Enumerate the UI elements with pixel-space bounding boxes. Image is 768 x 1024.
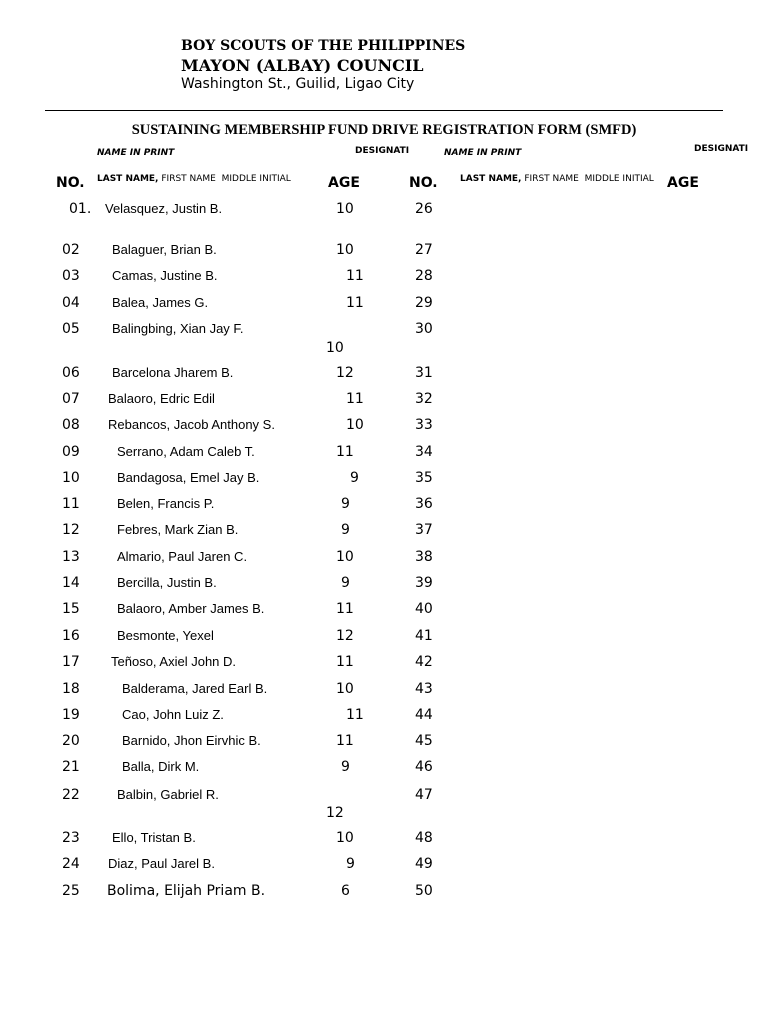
row-number: 37 (415, 522, 433, 538)
right-designation-label: DESIGNATI (694, 144, 749, 154)
row-age: 11 (336, 444, 354, 460)
row-name: Camas, Justine B. (112, 268, 218, 283)
row-age: 11 (346, 268, 364, 284)
row-number: 16 (62, 628, 80, 644)
row-number: 05 (62, 321, 80, 337)
row-number: 18 (62, 681, 80, 697)
row-age: 11 (346, 707, 364, 723)
row-number: 20 (62, 733, 80, 749)
row-number: 07 (62, 391, 80, 407)
row-number: 50 (415, 883, 433, 899)
row-age: 11 (346, 295, 364, 311)
row-number: 06 (62, 365, 80, 381)
row-number: 49 (415, 856, 433, 872)
row-number: 21 (62, 759, 80, 775)
last-name-label: LAST NAME, (460, 174, 522, 184)
row-name: Bercilla, Justin B. (117, 575, 217, 590)
council-name: MAYON (ALBAY) COUNCIL (181, 56, 424, 75)
row-number: 09 (62, 444, 80, 460)
row-age: 10 (336, 242, 354, 258)
row-age: 12 (336, 628, 354, 644)
row-number: 36 (415, 496, 433, 512)
middle-initial-label: MIDDLE INITIAL (221, 174, 291, 184)
row-age: 9 (341, 575, 350, 591)
row-number: 39 (415, 575, 433, 591)
row-age: 10 (346, 417, 364, 433)
row-name: Balaoro, Amber James B. (117, 601, 265, 616)
row-number: 14 (62, 575, 80, 591)
row-name: Rebancos, Jacob Anthony S. (108, 417, 275, 432)
row-number: 33 (415, 417, 433, 433)
row-name: Balaguer, Brian B. (112, 242, 217, 257)
row-name: Bandagosa, Emel Jay B. (117, 470, 260, 485)
first-name-label: FIRST NAME (524, 174, 579, 184)
row-number: 23 (62, 830, 80, 846)
row-number: 30 (415, 321, 433, 337)
row-name: Besmonte, Yexel (117, 628, 214, 643)
row-number: 34 (415, 444, 433, 460)
row-name: Balbin, Gabriel R. (117, 787, 219, 802)
right-age-header: AGE (667, 175, 699, 191)
row-number: 32 (415, 391, 433, 407)
row-number: 17 (62, 654, 80, 670)
row-number: 38 (415, 549, 433, 565)
row-age: 10 (336, 549, 354, 565)
row-number: 24 (62, 856, 80, 872)
row-number: 26 (415, 201, 433, 217)
row-age: 9 (341, 759, 350, 775)
row-name: Barnido, Jhon Eirvhic B. (122, 733, 261, 748)
row-name: Balla, Dirk M. (122, 759, 200, 774)
row-name: Teñoso, Axiel John D. (111, 654, 237, 669)
row-age: 11 (336, 654, 354, 670)
row-name: Bolima, Elijah Priam B. (107, 883, 266, 899)
left-name-format-label (97, 174, 291, 184)
row-number: 10 (62, 470, 80, 486)
right-name-format-label (460, 174, 654, 184)
last-name-label: LAST NAME, (97, 174, 159, 184)
row-name: Barcelona Jharem B. (112, 365, 234, 380)
row-name: Febres, Mark Zian B. (117, 522, 239, 537)
row-age: 10 (326, 340, 344, 356)
row-age: 11 (336, 601, 354, 617)
row-number: 04 (62, 295, 80, 311)
council-address: Washington St., Guilid, Ligao City (181, 76, 415, 92)
form-title: SUSTAINING MEMBERSHIP FUND DRIVE REGISTRATION FORM (SMFD) (131, 122, 637, 138)
row-number: 46 (415, 759, 433, 775)
right-no-header: NO. (409, 175, 438, 191)
row-name: Cao, John Luiz Z. (122, 707, 224, 722)
row-age: 10 (336, 830, 354, 846)
row-number: 28 (415, 268, 433, 284)
row-number: 03 (62, 268, 80, 284)
row-number: 47 (415, 787, 433, 803)
row-number: 45 (415, 733, 433, 749)
row-number: 13 (62, 549, 80, 565)
left-designation-label: DESIGNATI (355, 146, 410, 156)
row-name: Balingbing, Xian Jay F. (112, 321, 244, 336)
left-age-header: AGE (328, 175, 360, 191)
left-name-in-print-label: NAME IN PRINT (97, 148, 175, 158)
row-name: Balea, James G. (112, 295, 209, 310)
row-number: 01. (69, 201, 92, 217)
row-number: 22 (62, 787, 80, 803)
row-age: 9 (350, 470, 359, 486)
row-number: 31 (415, 365, 433, 381)
row-number: 48 (415, 830, 433, 846)
row-number: 19 (62, 707, 80, 723)
row-age: 12 (326, 805, 344, 821)
row-age: 10 (336, 201, 354, 217)
row-number: 35 (415, 470, 433, 486)
row-name: Belen, Francis P. (117, 496, 215, 511)
first-name-label: FIRST NAME (161, 174, 216, 184)
row-age: 6 (341, 883, 350, 899)
row-name: Almario, Paul Jaren C. (117, 549, 248, 564)
row-number: 43 (415, 681, 433, 697)
row-number: 15 (62, 601, 80, 617)
row-number: 08 (62, 417, 80, 433)
row-age: 12 (336, 365, 354, 381)
header-divider (45, 110, 723, 111)
row-age: 9 (341, 496, 350, 512)
left-no-header: NO. (56, 175, 85, 191)
row-number: 41 (415, 628, 433, 644)
row-age: 9 (346, 856, 355, 872)
middle-initial-label: MIDDLE INITIAL (584, 174, 654, 184)
row-name: Balderama, Jared Earl B. (122, 681, 268, 696)
row-age: 11 (346, 391, 364, 407)
row-number: 02 (62, 242, 80, 258)
row-name: Velasquez, Justin B. (105, 201, 223, 216)
row-number: 12 (62, 522, 80, 538)
org-name: BOY SCOUTS OF THE PHILIPPINES (181, 38, 466, 54)
row-age: 9 (341, 522, 350, 538)
row-name: Serrano, Adam Caleb T. (117, 444, 255, 459)
row-number: 27 (415, 242, 433, 258)
row-number: 44 (415, 707, 433, 723)
row-age: 11 (336, 733, 354, 749)
row-number: 40 (415, 601, 433, 617)
row-name: Balaoro, Edric Edil (108, 391, 215, 406)
row-name: Ello, Tristan B. (112, 830, 196, 845)
row-number: 29 (415, 295, 433, 311)
row-number: 42 (415, 654, 433, 670)
row-age: 10 (336, 681, 354, 697)
row-number: 11 (62, 496, 80, 512)
row-name: Diaz, Paul Jarel B. (108, 856, 215, 871)
right-name-in-print-label: NAME IN PRINT (444, 148, 522, 158)
row-number: 25 (62, 883, 80, 899)
